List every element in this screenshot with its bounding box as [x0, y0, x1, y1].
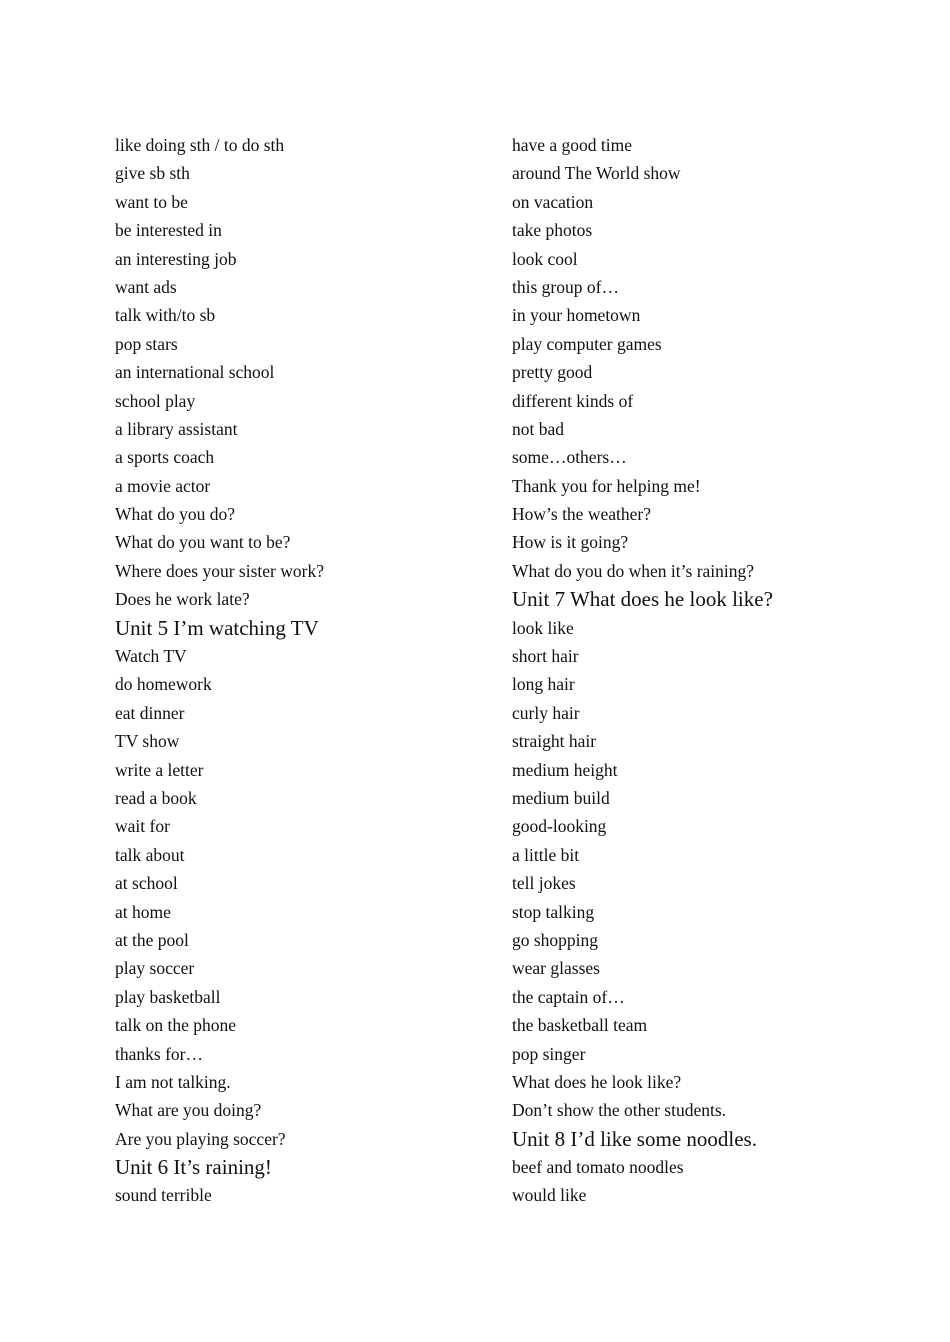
phrase-line: What does he look like?: [512, 1071, 682, 1092]
phrase-line: How is it going?: [512, 532, 629, 553]
phrase-line: tell jokes: [512, 873, 576, 894]
phrase-line: some…others…: [512, 447, 627, 468]
phrase-line: pop stars: [115, 333, 178, 354]
phrase-line: sound terrible: [115, 1185, 212, 1206]
phrase-line: straight hair: [512, 731, 597, 752]
unit-heading: Unit 6 It’s raining!: [115, 1155, 272, 1180]
phrase-line: good-looking: [512, 816, 607, 837]
phrase-line: the basketball team: [512, 1015, 648, 1036]
phrase-line: short hair: [512, 646, 579, 667]
phrase-line: not bad: [512, 418, 565, 439]
phrase-line: read a book: [115, 787, 197, 808]
phrase-line: want ads: [115, 276, 177, 297]
unit-heading: Unit 5 I’m watching TV: [115, 615, 319, 640]
phrase-line: want to be: [115, 191, 188, 212]
right-column: [512, 131, 912, 1210]
phrase-line: medium height: [512, 759, 618, 780]
phrase-line: the captain of…: [512, 986, 625, 1007]
phrase-line: different kinds of: [512, 390, 634, 411]
phrase-line: talk with/to sb: [115, 305, 216, 326]
phrase-line: long hair: [512, 674, 575, 695]
phrase-line: a movie actor: [115, 475, 211, 496]
phrase-line: beef and tomato noodles: [512, 1157, 684, 1178]
phrase-line: do homework: [115, 674, 212, 695]
phrase-line: go shopping: [512, 929, 599, 950]
phrase-line: I am not talking.: [115, 1071, 231, 1092]
phrase-line: a library assistant: [115, 418, 238, 439]
phrase-line: wait for: [115, 816, 170, 837]
phrase-line: a little bit: [512, 844, 580, 865]
phrase-line: Thank you for helping me!: [512, 475, 701, 496]
phrase-line: look like: [512, 617, 574, 638]
phrase-line: this group of…: [512, 276, 619, 297]
phrase-line: Watch TV: [115, 646, 187, 667]
phrase-line: in your hometown: [512, 305, 641, 326]
phrase-line: eat dinner: [115, 702, 185, 723]
phrase-line: thanks for…: [115, 1043, 203, 1064]
phrase-line: play basketball: [115, 986, 221, 1007]
phrase-line: a sports coach: [115, 447, 215, 468]
phrase-line: around The World show: [512, 163, 681, 184]
phrase-line: write a letter: [115, 759, 204, 780]
phrase-line: Does he work late?: [115, 589, 250, 610]
phrase-line: play soccer: [115, 958, 195, 979]
phrase-line: school play: [115, 390, 196, 411]
phrase-line: curly hair: [512, 702, 580, 723]
phrase-line: stop talking: [512, 901, 595, 922]
phrase-line: give sb sth: [115, 163, 190, 184]
phrase-line: an interesting job: [115, 248, 237, 269]
phrase-line: What do you do when it’s raining?: [512, 560, 755, 581]
phrase-line: would like: [512, 1185, 587, 1206]
phrase-line: at the pool: [115, 929, 189, 950]
phrase-line: medium build: [512, 787, 610, 808]
phrase-line: pretty good: [512, 362, 593, 383]
left-column: [115, 131, 495, 1210]
phrase-line: wear glasses: [512, 958, 600, 979]
phrase-line: on vacation: [512, 191, 594, 212]
phrase-line: What are you doing?: [115, 1100, 262, 1121]
phrase-line: like doing sth / to do sth: [115, 135, 285, 155]
unit-heading: Unit 7 What does he look like?: [512, 587, 773, 612]
phrase-line: Are you playing soccer?: [115, 1128, 286, 1149]
phrase-line: talk on the phone: [115, 1015, 237, 1036]
phrase-line: What do you want to be?: [115, 532, 291, 553]
phrase-line: an international school: [115, 362, 275, 383]
unit-heading: Unit 8 I’d like some noodles.: [512, 1126, 757, 1151]
phrase-line: have a good time: [512, 135, 633, 155]
phrase-line: be interested in: [115, 220, 222, 241]
phrase-line: at school: [115, 873, 178, 894]
phrase-line: talk about: [115, 844, 185, 865]
phrase-line: play computer games: [512, 333, 662, 354]
phrase-line: take photos: [512, 220, 593, 241]
phrase-line: How’s the weather?: [512, 504, 651, 525]
phrase-line: at home: [115, 901, 171, 922]
phrase-line: TV show: [115, 731, 180, 752]
phrase-line: look cool: [512, 248, 578, 269]
phrase-line: Don’t show the other students.: [512, 1100, 727, 1121]
phrase-line: pop singer: [512, 1043, 586, 1064]
phrase-line: What do you do?: [115, 504, 236, 525]
phrase-line: Where does your sister work?: [115, 560, 324, 581]
